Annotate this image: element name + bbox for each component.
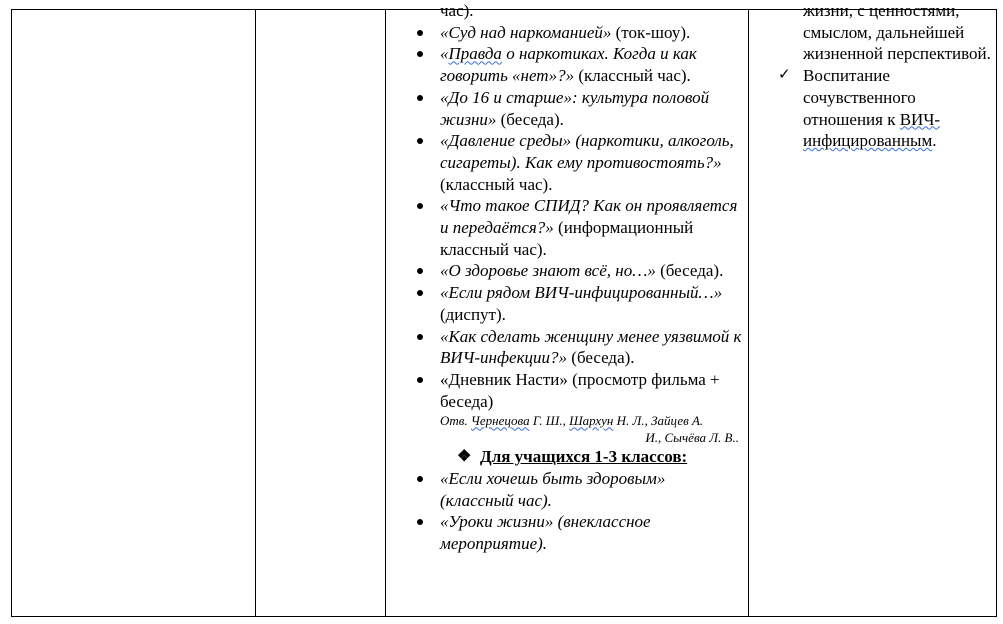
continued-text: час). — [440, 1, 474, 20]
bullet-icon — [417, 30, 423, 36]
bullet-icon — [417, 95, 423, 101]
bullet-icon — [417, 519, 423, 525]
bullet-icon — [417, 51, 423, 57]
check-list-item: ✓ Воспитание сочувственного отношения к ВИЧ-инфицированным. — [778, 66, 941, 151]
checkmark-icon: ✓ — [778, 67, 791, 84]
table-column-divider — [255, 10, 256, 617]
list-item: «Уроки жизни» (внеклассное мероприятие). — [413, 511, 743, 554]
table-column-divider — [748, 10, 749, 617]
table-border-bottom — [11, 616, 997, 617]
list-item: «Дневник Насти» (просмотр фильма + беседа) — [413, 369, 743, 412]
table-column-divider — [385, 10, 386, 617]
list-item: «Что такое СПИД? Как он проявляется и передаётся?» (информационный классный час). — [413, 195, 743, 260]
spellcheck-underline: Правда — [448, 44, 502, 64]
bullet-icon — [417, 476, 423, 482]
bullet-icon — [417, 203, 423, 209]
list-item: «Как сделать женщину менее уязвимой к ВИЧ-инфекции?» (беседа). — [413, 326, 743, 369]
bullet-icon — [417, 138, 423, 144]
bullet-icon — [417, 377, 423, 383]
bullet-icon — [417, 290, 423, 296]
list-item: «Если хочешь быть здоровым» (классный час). — [413, 468, 743, 511]
goals-column — [776, 0, 996, 152]
events-column — [413, 0, 743, 555]
list-item: «Правда о наркотиках. Когда и как говорить «нет»?» (классный час). — [413, 43, 743, 86]
table-border-right — [996, 10, 997, 617]
list-item: «Суд над наркоманией» (ток-шоу). — [413, 22, 743, 44]
table-border-left — [11, 10, 12, 617]
continued-text: жизни, с ценностями, смыслом, дальнейшей жизненной перспективой. — [803, 1, 991, 64]
bullet-icon — [417, 268, 423, 274]
list-item: «Если рядом ВИЧ-инфицированный…» (диспут). — [413, 282, 743, 325]
list-item: «До 16 и старше»: культура половой жизни» (беседа). — [413, 87, 743, 130]
bullet-icon — [417, 334, 423, 340]
section-subheading: ❖ Для учащихся 1-3 классов: — [457, 447, 688, 467]
list-item: «О здоровье знают всё, но…» (беседа). — [413, 260, 743, 282]
responsible-persons: Отв. Чернецова Г. Ш., Шархун Н. Л., Зайцев А. И., Сычёва Л. В.. — [440, 413, 739, 446]
diamond-bullet-icon: ❖ — [457, 448, 472, 466]
list-item: «Давление среды» (наркотики, алкоголь, сигареты). Как ему противостоять?» (классный час). — [413, 130, 743, 195]
